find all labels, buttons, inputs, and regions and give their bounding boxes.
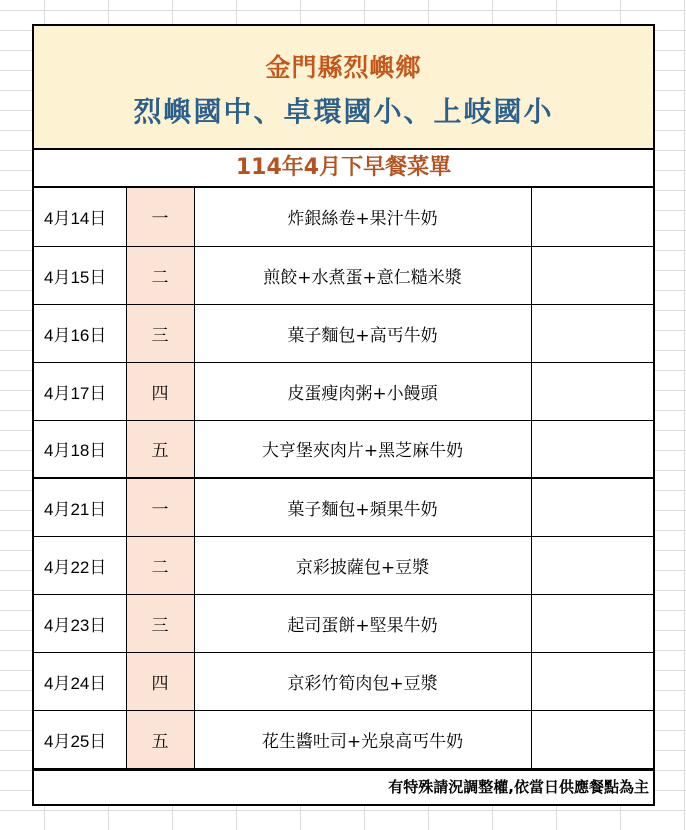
meal-cell[interactable]: 花生醬吐司+光泉高丐牛奶 <box>194 710 531 768</box>
table-row <box>34 246 653 304</box>
date-cell[interactable]: 4月21日 <box>34 478 126 536</box>
meal-cell[interactable]: 京彩竹筍肉包+豆漿 <box>194 652 531 710</box>
date-cell[interactable]: 4月22日 <box>34 536 126 594</box>
table-row <box>34 304 653 362</box>
schools-title: 烈嶼國中、卓環國小、上岐國小 <box>133 95 554 128</box>
table-row <box>34 594 653 652</box>
weekday-cell[interactable]: 一 <box>126 478 194 536</box>
header-banner <box>34 26 653 150</box>
date-cell[interactable]: 4月24日 <box>34 652 126 710</box>
table-row <box>34 420 653 478</box>
meal-cell[interactable]: 大亨堡夾肉片+黑芝麻牛奶 <box>194 420 531 478</box>
table-row <box>34 362 653 420</box>
note-cell[interactable] <box>531 188 653 246</box>
meal-cell[interactable]: 菓子麵包+高丐牛奶 <box>194 304 531 362</box>
menu-table <box>34 188 653 769</box>
note-cell[interactable] <box>531 246 653 304</box>
table-row <box>34 478 653 536</box>
date-cell[interactable]: 4月15日 <box>34 246 126 304</box>
note-cell[interactable] <box>531 594 653 652</box>
table-row <box>34 536 653 594</box>
meal-cell[interactable]: 炸銀絲卷+果汁牛奶 <box>194 188 531 246</box>
meal-cell[interactable]: 皮蛋瘦肉粥+小饅頭 <box>194 362 531 420</box>
note-cell[interactable] <box>531 710 653 768</box>
date-cell[interactable]: 4月23日 <box>34 594 126 652</box>
table-row <box>34 188 653 246</box>
note-cell[interactable] <box>531 652 653 710</box>
footer-note: 有特殊請況調整權,依當日供應餐點為主 <box>34 769 653 804</box>
note-cell[interactable] <box>531 536 653 594</box>
weekday-cell[interactable]: 四 <box>126 652 194 710</box>
date-cell[interactable]: 4月25日 <box>34 710 126 768</box>
note-cell[interactable] <box>531 478 653 536</box>
weekday-cell[interactable]: 二 <box>126 536 194 594</box>
weekday-cell[interactable]: 五 <box>126 420 194 478</box>
menu-subtitle: 114年4月下早餐菜單 <box>34 150 653 188</box>
table-row <box>34 652 653 710</box>
note-cell[interactable] <box>531 420 653 478</box>
weekday-cell[interactable]: 一 <box>126 188 194 246</box>
county-title: 金門縣烈嶼鄉 <box>265 53 422 82</box>
meal-cell[interactable]: 京彩披薩包+豆漿 <box>194 536 531 594</box>
weekday-cell[interactable]: 四 <box>126 362 194 420</box>
weekday-cell[interactable]: 二 <box>126 246 194 304</box>
meal-cell[interactable]: 煎餃+水煮蛋+意仁糙米漿 <box>194 246 531 304</box>
date-cell[interactable]: 4月14日 <box>34 188 126 246</box>
date-cell[interactable]: 4月17日 <box>34 362 126 420</box>
date-cell[interactable]: 4月16日 <box>34 304 126 362</box>
weekday-cell[interactable]: 三 <box>126 594 194 652</box>
weekday-cell[interactable]: 五 <box>126 710 194 768</box>
date-cell[interactable]: 4月18日 <box>34 420 126 478</box>
note-cell[interactable] <box>531 304 653 362</box>
note-cell[interactable] <box>531 362 653 420</box>
weekday-cell[interactable]: 三 <box>126 304 194 362</box>
table-row <box>34 710 653 768</box>
menu-sheet <box>32 24 655 806</box>
meal-cell[interactable]: 起司蛋餅+堅果牛奶 <box>194 594 531 652</box>
meal-cell[interactable]: 菓子麵包+頻果牛奶 <box>194 478 531 536</box>
